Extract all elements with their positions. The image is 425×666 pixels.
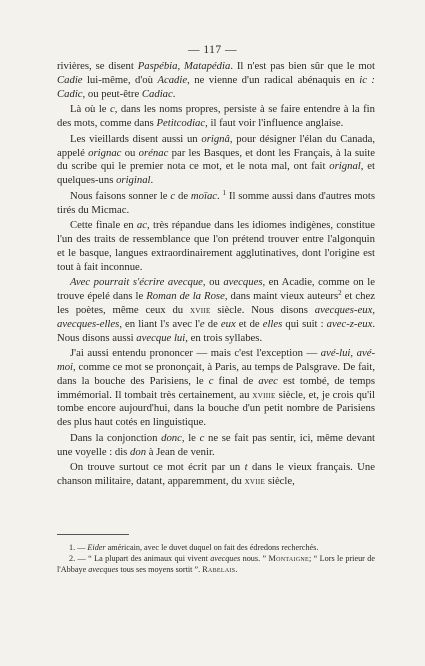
text-run: .: [217, 189, 223, 202]
italic-text: c: [109, 103, 115, 116]
italic-text: orignâ: [201, 132, 230, 145]
text-run: nous. ”: [240, 554, 269, 563]
text-run: J'ai aussi entendu prononcer — mais c'est l'exception —: [70, 347, 321, 360]
text-run: , dans maint vieux auteurs: [224, 290, 339, 303]
paragraph: [57, 461, 375, 489]
text-run: de: [175, 189, 191, 202]
italic-text: Petitcodiac: [156, 117, 206, 130]
text-run: avec l': [169, 317, 200, 330]
text-run: , le: [181, 431, 200, 444]
italic-text: Eider: [87, 543, 106, 552]
text-run: Les vieillards disent aussi un: [70, 132, 202, 145]
italic-text: avec-z-eux: [326, 317, 373, 330]
italic-text: orénac: [138, 146, 169, 159]
small-caps-text: Montaigne: [268, 554, 310, 563]
italic-text: orignal: [329, 160, 361, 173]
text-run: qui suit :: [282, 317, 327, 330]
text-run: , dans les noms propres, persiste à se faire entendre à la fin des mots, comme dans: [57, 103, 375, 130]
italic-text: pourrait s'écrire: [90, 276, 168, 289]
text-run: par les Basques, et dont les Français, à la suite du scribe qui le premier nota ce mot, et le nota mal, ont fait: [57, 146, 376, 173]
footnote-marker: 1: [222, 188, 227, 197]
text-run: siècle, et, je crois qu'il tombe encore aujourd'hui, dans la bouche d'un petit nombre de Parisiens des plus haut cotés en linguistique.: [57, 388, 375, 429]
italic-text: avecques: [88, 565, 119, 574]
italic-text: elles: [262, 317, 283, 330]
text-run: rivières, se disent: [57, 60, 138, 72]
text-run: . Nous disons aussi: [57, 317, 375, 344]
text-run: , en Acadie, comme on le trouve épelé dans le: [57, 276, 375, 303]
footnote: [57, 553, 375, 575]
paragraph: [57, 190, 375, 218]
text-run: final de: [213, 374, 259, 387]
italic-text: Avec: [70, 276, 91, 289]
text-run: américain, avec le duvet duquel on fait des édredons recherchés.: [105, 543, 319, 552]
small-caps-text: xviie: [244, 475, 266, 488]
paragraph: [57, 133, 375, 188]
italic-text: moïac: [190, 189, 218, 202]
paragraph: [57, 276, 375, 345]
text-run: dans le vieux français. Une chanson militaire, datant, apparemment, du: [57, 461, 375, 488]
italic-text: original: [116, 174, 151, 187]
text-run: Cette finale en: [70, 219, 137, 232]
text-run: .: [150, 174, 154, 187]
small-caps-text: xviiie: [252, 388, 276, 401]
italic-text: Paspébia, Matapédia: [137, 60, 231, 72]
paragraph: [57, 219, 375, 274]
text-run: Nous faisons sonner le: [70, 189, 171, 202]
text-run: , ou: [202, 276, 224, 289]
text-run: ne se fait pas sentir, ici, même devant une voyelle : dis: [57, 431, 376, 458]
italic-text: avé-lui, avé-moi: [57, 347, 376, 374]
text-run: Là où le: [70, 103, 110, 116]
text-run: , ou peut-être: [82, 87, 142, 100]
italic-text: orignac: [88, 146, 122, 159]
paragraph: [57, 432, 375, 460]
italic-text: donc: [161, 431, 182, 444]
italic-text: eux: [220, 317, 236, 330]
text-run: à Jean de venir.: [146, 445, 215, 458]
italic-text: avecque lui: [136, 331, 186, 344]
text-run: , en trois syllabes.: [185, 331, 263, 344]
text-run: , et quelques-uns: [57, 160, 375, 187]
text-run: , en liant l': [119, 317, 166, 330]
italic-text: c: [170, 189, 176, 202]
text-run: tous ses moyens sortit ”.: [118, 565, 203, 574]
text-run: . Il n'est pas bien sûr que le mot: [230, 60, 375, 72]
italic-text: avecques: [210, 554, 241, 563]
text-run: , ne vienne d'un radical abénaquis en: [187, 73, 360, 86]
text-run: ou: [121, 146, 139, 159]
italic-text: avecque: [167, 276, 203, 289]
paragraph: [57, 60, 375, 101]
italic-text: Roman de la Rose: [146, 290, 225, 303]
text-run: Dans la conjonction: [70, 431, 162, 444]
text-run: Il somme aussi dans d'autres mots tirés du Micmac.: [57, 189, 375, 216]
footnote: [57, 542, 375, 553]
footnote-rule: [57, 534, 129, 535]
italic-text: c: [199, 431, 205, 444]
small-caps-text: Rabelais: [202, 565, 236, 574]
text-run: ; “ Lors le prieur de l'Abbaye: [57, 554, 375, 574]
text-run: siècle,: [265, 475, 295, 488]
italic-text: c: [208, 374, 214, 387]
text-run: de: [204, 317, 221, 330]
main-text: [57, 60, 375, 491]
text-run: .: [172, 87, 176, 100]
italic-text: Cadie: [57, 73, 83, 86]
text-run: , pour désigner l'élan du Canada, appelé: [57, 132, 375, 159]
text-run: , très répandue dans les idiomes indigènes, constitue l'un des traits de ressemblance que l'on prétend trouver entre l'algonquin et le basque, langues extraordinairement agglutinatives, dont l'origine est tout à fait inconnue.: [57, 219, 375, 273]
italic-text: avec: [258, 374, 278, 387]
text-run: On trouve surtout ce mot écrit par un: [70, 461, 245, 474]
paragraph: [57, 347, 375, 430]
italic-text: Cadiac: [141, 87, 173, 100]
italic-text: avecques-eux, avecques-elles: [57, 304, 375, 330]
text-run: est tombé, de temps immémorial. Il tombait très certainement, au: [57, 374, 376, 401]
text-run: lui-même, d'où: [82, 73, 158, 86]
italic-text: t: [244, 461, 248, 474]
page-number: — 117 —: [187, 44, 238, 56]
text-run: , comme ce mot se prononçait, à Paris, au temps de Palsgrave. De fait, dans la bouche des Parisiens, le: [57, 361, 375, 387]
text-run: , il faut voir l'influence anglaise.: [205, 117, 344, 130]
small-caps-text: xviie: [189, 304, 211, 316]
italic-text: e: [199, 317, 205, 330]
italic-text: avecques: [223, 276, 263, 289]
italic-text: ac: [136, 219, 148, 232]
italic-text: ic : Cadic: [57, 73, 375, 100]
text-run: siècle. Nous disons: [210, 304, 315, 316]
text-run: .: [235, 565, 238, 574]
footnote-marker: 2: [338, 289, 342, 298]
footnotes: [57, 542, 375, 575]
text-run: 2. — “ La plupart des animaux qui vivent: [69, 554, 211, 563]
italic-text: don: [130, 445, 147, 458]
text-run: 1. —: [69, 543, 88, 552]
text-run: et chez les poètes, même ceux du: [57, 290, 376, 316]
text-run: et de: [235, 317, 263, 330]
italic-text: s: [165, 317, 170, 330]
paragraph: [57, 103, 375, 131]
italic-text: Acadie: [157, 73, 188, 86]
